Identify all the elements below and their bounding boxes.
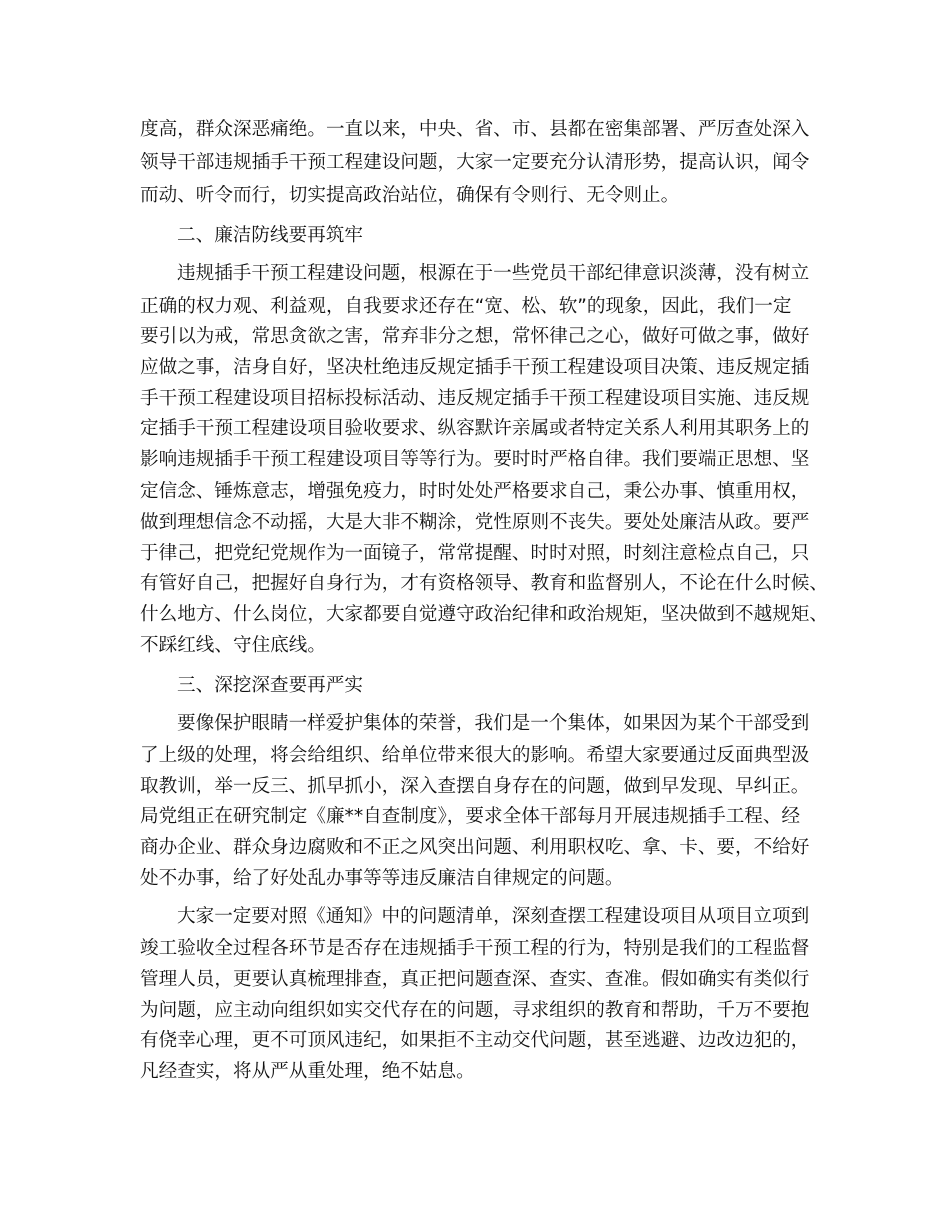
text-line: 局党组正在研究制定《廉**自查制度》，要求全体干部每月开展违规插手工程、经 [140,806,801,827]
text-line: 影响违规插手干预工程建设项目等等行为。要时时严格自律。我们要端正思想、坚 [140,449,810,470]
text-line: 于律己，把党纪党规作为一面镜子，常常提醒、时时对照，时刻注意检点自己，只 [140,543,810,564]
text-line: 领导干部违规插手干预工程建设问题，大家一定要充分认清形势，提高认识，闻令 [140,152,810,173]
text-line: 凡经查实，将从严从重处理，绝不姑息。 [140,1061,475,1082]
section-heading: 二、廉洁防线要再筑牢 [177,225,363,246]
text-line: 什么地方、什么岗位，大家都要自觉遵守政治纪律和政治规矩，坚决做到不越规矩、 [140,604,828,625]
section-heading: 三、深挖深查要再严实 [177,675,363,696]
text-line: 处不办事，给了好处乱办事等等违反廉洁自律规定的问题。 [140,868,624,889]
text-line: 大家一定要对照《通知》中的问题清单，深刻查摆工程建设项目从项目立项到 [177,906,810,927]
text-line: 竣工验收全过程各环节是否存在违规插手干预工程的行为，特别是我们的工程监督 [140,938,810,959]
text-line: 为问题，应主动向组织如实交代存在的问题，寻求组织的教育和帮助，千万不要抱 [140,1000,810,1021]
text-line: 不踩红线、守住底线。 [140,635,326,656]
text-line: 有管好自己，把握好自身行为，才有资格领导、教育和监督别人，不论在什么时候、 [140,573,828,594]
text-line: 有侥幸心理，更不可顶风违纪，如果拒不主动交代问题，甚至逃避、边改边犯的， [140,1030,810,1051]
text-line: 定插手干预工程建设项目验收要求、纵容默许亲属或者特定关系人利用其职务上的 [140,418,810,439]
text-line: 要引以为戒，常思贪欲之害，常弃非分之想，常怀律己之心，做好可做之事，做好 [140,326,810,347]
text-line: 应做之事，洁身自好，坚决杜绝违反规定插手干预工程建设项目决策、违反规定插 [140,357,810,378]
text-line: 商办企业、群众身边腐败和不正之风突出问题、利用职权吃、拿、卡、要，不给好 [140,837,810,858]
text-line: 管理人员，更要认真梳理排查，真正把问题查深、查实、查准。假如确实有类似行 [140,969,810,990]
text-line: 手干预工程建设项目招标投标活动、违反规定插手干预工程建设项目实施、违反规 [140,388,810,409]
text-line: 要像保护眼睛一样爱护集体的荣誉，我们是一个集体，如果因为某个干部受到 [177,713,810,734]
text-line: 了上级的处理，将会给组织、给单位带来很大的影响。希望大家要通过反面典型汲 [140,745,810,766]
text-line: 做到理想信念不动摇，大是大非不糊涂，党性原则不丧失。要处处廉洁从政。要严 [140,512,810,533]
text-line: 违规插手干预工程建设问题，根源在于一些党员干部纪律意识淡薄，没有树立 [177,263,810,284]
text-line: 度高，群众深恶痛绝。一直以来，中央、省、市、县都在密集部署、严厉查处深入 [140,119,810,140]
text-line: 定信念、锤炼意志，增强免疫力，时时处处严格要求自己，秉公办事、慎重用权， [140,481,810,502]
text-line: 而动、听令而行，切实提高政治站位，确保有令则行、无令则止。 [140,185,680,206]
text-line: 正确的权力观、利益观，自我要求还存在“宽、松、软”的现象，因此，我们一定 [140,296,792,317]
text-line: 取教训，举一反三、抓早抓小，深入查摆自身存在的问题，做到早发现、早纠正。 [140,776,810,797]
